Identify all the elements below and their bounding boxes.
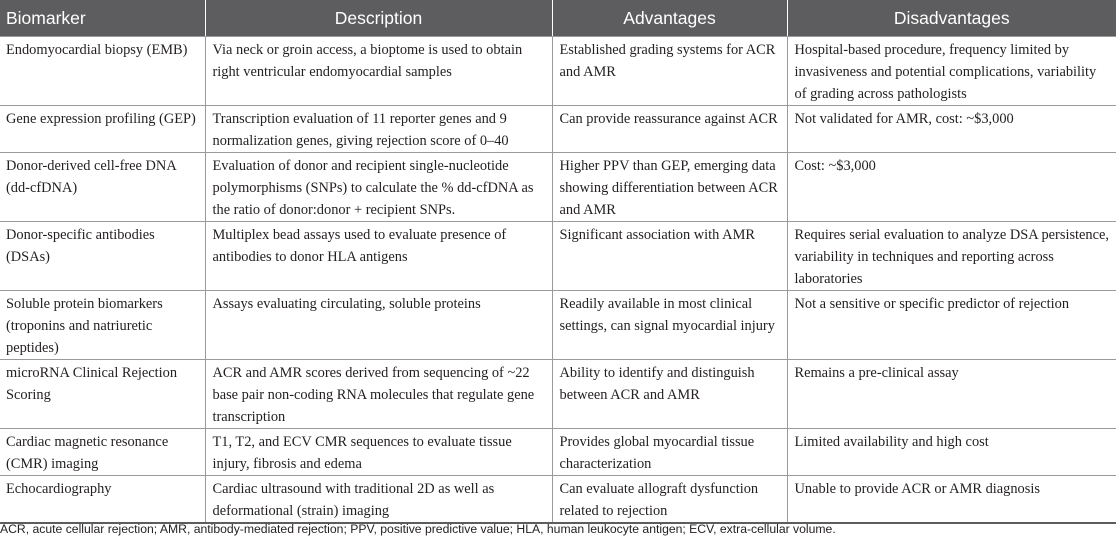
table-row: [0, 106, 1116, 153]
disadvantages-cell: Limited availability and high cost: [787, 429, 1116, 476]
description-cell: Multiplex bead assays used to evaluate presence of antibodies to donor HLA antigens: [205, 222, 552, 291]
description-cell: Transcription evaluation of 11 reporter genes and 9 normalization genes, giving rejection score of 0–40: [205, 106, 552, 153]
advantages-cell: Ability to identify and distinguish between ACR and AMR: [552, 360, 787, 429]
header-disadvantages: Disadvantages: [787, 0, 1116, 37]
advantages-cell: Higher PPV than GEP, emerging data showing differentiation between ACR and AMR: [552, 153, 787, 222]
table-row: [0, 360, 1116, 429]
biomarker-cell: Donor-derived cell-free DNA (dd-cfDNA): [0, 153, 205, 222]
biomarker-cell: Echocardiography: [0, 476, 205, 524]
table-row: [0, 476, 1116, 524]
table-row: [0, 37, 1116, 106]
advantages-cell: Can provide reassurance against ACR: [552, 106, 787, 153]
header-biomarker: Biomarker: [0, 0, 205, 37]
header-row: [0, 0, 1116, 37]
description-cell: T1, T2, and ECV CMR sequences to evaluate tissue injury, fibrosis and edema: [205, 429, 552, 476]
biomarker-cell: Gene expression profiling (GEP): [0, 106, 205, 153]
disadvantages-cell: Requires serial evaluation to analyze DSA persistence, variability in techniques and reporting across laboratories: [787, 222, 1116, 291]
description-cell: ACR and AMR scores derived from sequencing of ~22 base pair non-coding RNA molecules that regulate gene transcription: [205, 360, 552, 429]
biomarker-cell: Endomyocardial biopsy (EMB): [0, 37, 205, 106]
biomarker-cell: Cardiac magnetic resonance (CMR) imaging: [0, 429, 205, 476]
disadvantages-cell: Cost: ~$3,000: [787, 153, 1116, 222]
table-row: [0, 222, 1116, 291]
table-row: [0, 291, 1116, 360]
advantages-cell: Readily available in most clinical settings, can signal myocardial injury: [552, 291, 787, 360]
advantages-cell: Provides global myocardial tissue characterization: [552, 429, 787, 476]
disadvantages-cell: Remains a pre-clinical assay: [787, 360, 1116, 429]
description-cell: Evaluation of donor and recipient single-nucleotide polymorphisms (SNPs) to calculate the % dd-cfDNA as the ratio of donor:donor + recipient SNPs.: [205, 153, 552, 222]
header-description: Description: [205, 0, 552, 37]
disadvantages-cell: Not a sensitive or specific predictor of rejection: [787, 291, 1116, 360]
biomarker-cell: Donor-specific antibodies (DSAs): [0, 222, 205, 291]
advantages-cell: Established grading systems for ACR and AMR: [552, 37, 787, 106]
table-footnote: ACR, acute cellular rejection; AMR, antibody-mediated rejection; PPV, positive predictive value; HLA, human leukocyte antigen; ECV, extra-cellular volume.: [0, 522, 836, 536]
disadvantages-cell: Not validated for AMR, cost: ~$3,000: [787, 106, 1116, 153]
description-cell: Cardiac ultrasound with traditional 2D as well as deformational (strain) imaging: [205, 476, 552, 524]
disadvantages-cell: Hospital-based procedure, frequency limited by invasiveness and potential complications, variability of grading across pathologists: [787, 37, 1116, 106]
table-row: [0, 429, 1116, 476]
header-advantages: Advantages: [552, 0, 787, 37]
biomarker-cell: microRNA Clinical Rejection Scoring: [0, 360, 205, 429]
biomarker-cell: Soluble protein biomarkers (troponins and natriuretic peptides): [0, 291, 205, 360]
description-cell: Via neck or groin access, a bioptome is used to obtain right ventricular endomyocardial samples: [205, 37, 552, 106]
advantages-cell: Significant association with AMR: [552, 222, 787, 291]
table-row: [0, 153, 1116, 222]
advantages-cell: Can evaluate allograft dysfunction related to rejection: [552, 476, 787, 524]
description-cell: Assays evaluating circulating, soluble proteins: [205, 291, 552, 360]
disadvantages-cell: Unable to provide ACR or AMR diagnosis: [787, 476, 1116, 524]
